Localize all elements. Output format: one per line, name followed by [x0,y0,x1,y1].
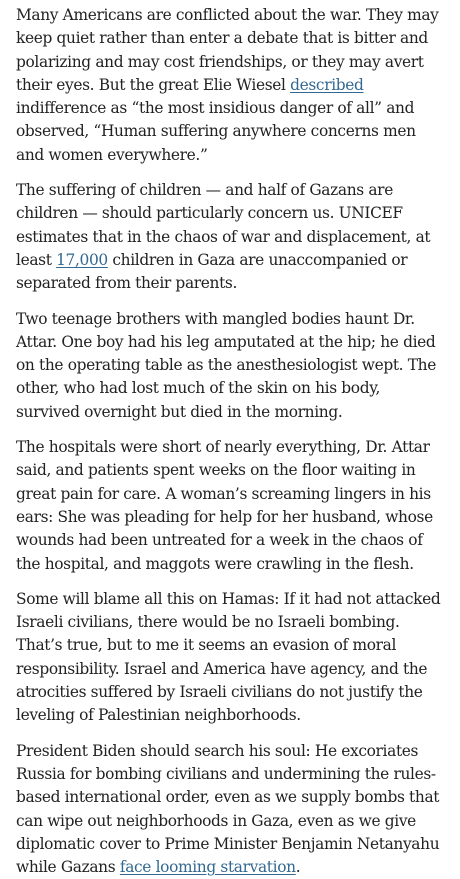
paragraph-text: The hospitals were short of nearly everything, Dr. Attar said, and patients spent weeks on the floor waiting in great pain for care. A woman’s screaming lingers in his ears: She was pleading for help for her husband, whose wounds had been untreated for a week in the chaos of the hospital, and maggots were crawling in the flesh. [16,438,433,573]
paragraph-text: President Biden should search his soul: He excoriates Russia for bombing civilians and undermining the rules-based international order, even as we supply bombs that can wipe out neighborhoods in Gaza, even as we give diplomatic cover to Prime Minister Benjamin Netanyahu while Gazans [16,741,440,877]
paragraph-text: Some will blame all this on Hamas: If it had not attacked Israeli civilians, there would be no Israeli bombing. That’s true, but to me it seems an evasion of moral responsibility. Israel and America have agency, and the atrocities suffered by Israeli civilians do not justify the leveling of Palestinian neighborhoods. [16,589,441,725]
described-link[interactable]: described [290,75,364,94]
paragraph-6 [16,740,447,879]
unicef-17000-link[interactable]: 17,000 [56,250,108,269]
paragraph-text: children in Gaza are unaccompanied or separated from their parents. [16,250,408,293]
paragraph-1 [16,4,447,167]
paragraph-4 [16,436,447,576]
paragraph-text: Two teenage brothers with mangled bodies haunt Dr. Attar. One boy had his leg amputated at the hip; he died on the operating table as the anesthesiologist wept. The other, who had lost much of the skin on his body, survived overnight but died in the morning. [16,309,437,421]
paragraph-text: . [295,858,301,877]
paragraph-text: The suffering of children — and half of Gazans are children — should particularly concern us. UNICEF estimates that in the chaos of war and displacement, at least [16,181,431,269]
paragraph-3 [16,308,447,424]
paragraph-text: indifference as “the most insidious danger of all” and observed, “Human suffering anywhere concerns men and women everywhere.” [16,99,416,164]
paragraph-text: Many Americans are conflicted about the war. They may keep quiet rather than enter a debate that is bitter and polarizing and may cost friendships, or they may avert their eyes. But the great Elie Wiesel [16,6,439,94]
paragraph-5 [16,588,447,728]
starvation-link[interactable]: face looming starvation [119,858,296,877]
paragraph-2 [16,179,447,295]
